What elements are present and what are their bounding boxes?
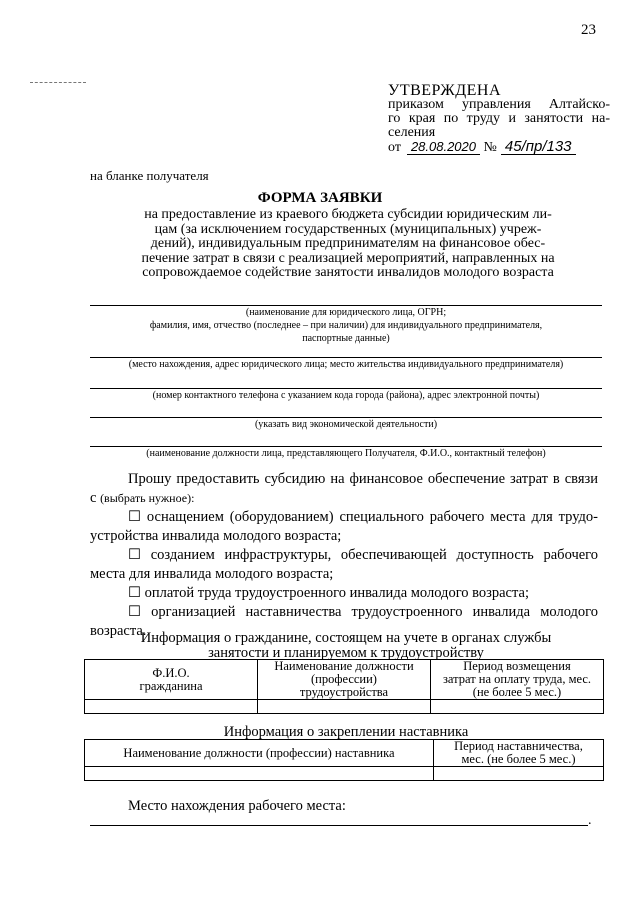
table-cell[interactable] [85,767,434,781]
header-text: Период наставничества, [454,739,583,753]
approval-title: УТВЕРЖДЕНА [388,82,502,99]
heading-line: Информация о гражданине, состоящем на учете в органах службы [140,630,552,646]
approval-block [388,84,610,155]
name-caption [90,306,602,345]
request-intro: Прошу предоставить субсидию на финансовое обеспечение затрат в связи [128,471,598,487]
option-text: организацией наставничества трудоустроенного инвалида молодого возраста. [90,604,598,639]
request-intro-2 [90,489,598,508]
option-infrastructure[interactable] [90,546,598,584]
intro-prefix: с [90,490,97,506]
col-period [431,660,604,700]
table-cell[interactable] [434,767,604,781]
header-text: (профессии) [311,672,377,686]
header-text: Наименование должности [274,659,414,673]
mentor-table [84,739,604,781]
workplace-end-dot: . [588,813,592,828]
checkbox-icon[interactable]: ☐ [128,547,141,563]
header-text: Ф.И.О. [152,665,190,680]
option-wages[interactable] [90,584,598,603]
handwritten-date: 28.08.2020 [407,140,480,155]
citizen-table [84,659,604,714]
number-label: № [483,140,497,155]
approval-line: селения [388,125,436,140]
header-text: трудоустройства [299,685,389,699]
header-text: мес. (не более 5 мес.) [461,752,576,766]
checkbox-icon[interactable]: ☐ [128,509,141,525]
location-caption: (место нахождения, адрес юридического лица; место жительства индивидуального предпринимателя) [128,359,564,370]
table-cell[interactable] [431,700,604,714]
table-row [85,700,604,714]
heading-line: занятости и планируемом к трудоустройству [208,645,484,661]
form-subtitle [132,208,564,281]
col-mentor-period [434,740,604,767]
subtitle-line: дений), индивидуальным предпринимателям на финансовое обес- [150,236,546,251]
form-title: ФОРМА ЗАЯВКИ [257,190,383,206]
checkbox-icon[interactable]: ☐ [128,585,141,601]
approval-date-line [388,140,610,155]
scan-mark [30,82,86,83]
col-mentor-position [85,740,434,767]
col-position [258,660,431,700]
header-text: затрат на оплату труда, мес. [442,672,592,686]
citizen-table-heading [90,631,602,661]
header-text: гражданина [139,678,203,693]
mentor-table-heading: Информация о закреплении наставника [223,724,469,740]
subtitle-line: сопровождаемое содействие занятости инвалидов молодого возраста [142,265,554,280]
approval-line: приказом управления Алтайско- [388,97,610,112]
request-paragraph [90,470,598,641]
intro-note: (выбрать нужное): [100,491,195,505]
table-header-row [85,660,604,700]
header-text: Период возмещения [463,659,571,673]
caption-line: паспортные данные) [302,333,390,344]
from-label: от [388,140,401,155]
letterhead-note: на бланке получателя [90,168,209,183]
option-equipment[interactable] [90,508,598,546]
table-cell[interactable] [85,700,258,714]
subtitle-line: печение затрат в связи с реализацией мероприятий, направленных на [141,250,555,266]
header-text: Наименование должности (профессии) наставника [123,745,395,760]
option-text: оснащением (оборудованием) специального рабочего места для трудо-устройства инвалида молодого возраста; [90,509,599,544]
table-row [85,767,604,781]
workplace-label: Место нахождения рабочего места: [128,798,346,814]
caption-line: фамилия, имя, отчество (последнее – при наличии) для индивидуального предпринимателя, [149,320,543,331]
handwritten-number: 45/пр/133 [501,140,576,155]
checkbox-icon[interactable]: ☐ [128,604,141,620]
page-number: 23 [581,22,596,38]
subtitle-line: на предоставление из краевого бюджета субсидии юридическим ли- [144,207,552,222]
option-text: оплатой труда трудоустроенного инвалида молодого возраста; [144,585,529,601]
caption-line: (наименование для юридического лица, ОГРН; [245,307,447,318]
option-text: созданием инфраструктуры, обеспечивающей доступность рабочего места для инвалида молодого возраста; [90,547,599,582]
approval-line: го края по труду и занятости на- [388,111,610,126]
representative-caption: (наименование должности лица, представляющего Получателя, Ф.И.О., контактный телефон) [146,448,546,459]
header-text: (не более 5 мес.) [472,685,562,699]
activity-caption: (указать вид экономической деятельности) [254,419,438,430]
phone-caption: (номер контактного телефона с указанием кода города (района), адрес электронной почты) [152,390,540,401]
col-fio [85,660,258,700]
table-cell[interactable] [258,700,431,714]
workplace-fill-line[interactable] [90,825,588,826]
subtitle-line: цам (за исключением государственных (муниципальных) учреж- [154,221,542,237]
table-header-row [85,740,604,767]
